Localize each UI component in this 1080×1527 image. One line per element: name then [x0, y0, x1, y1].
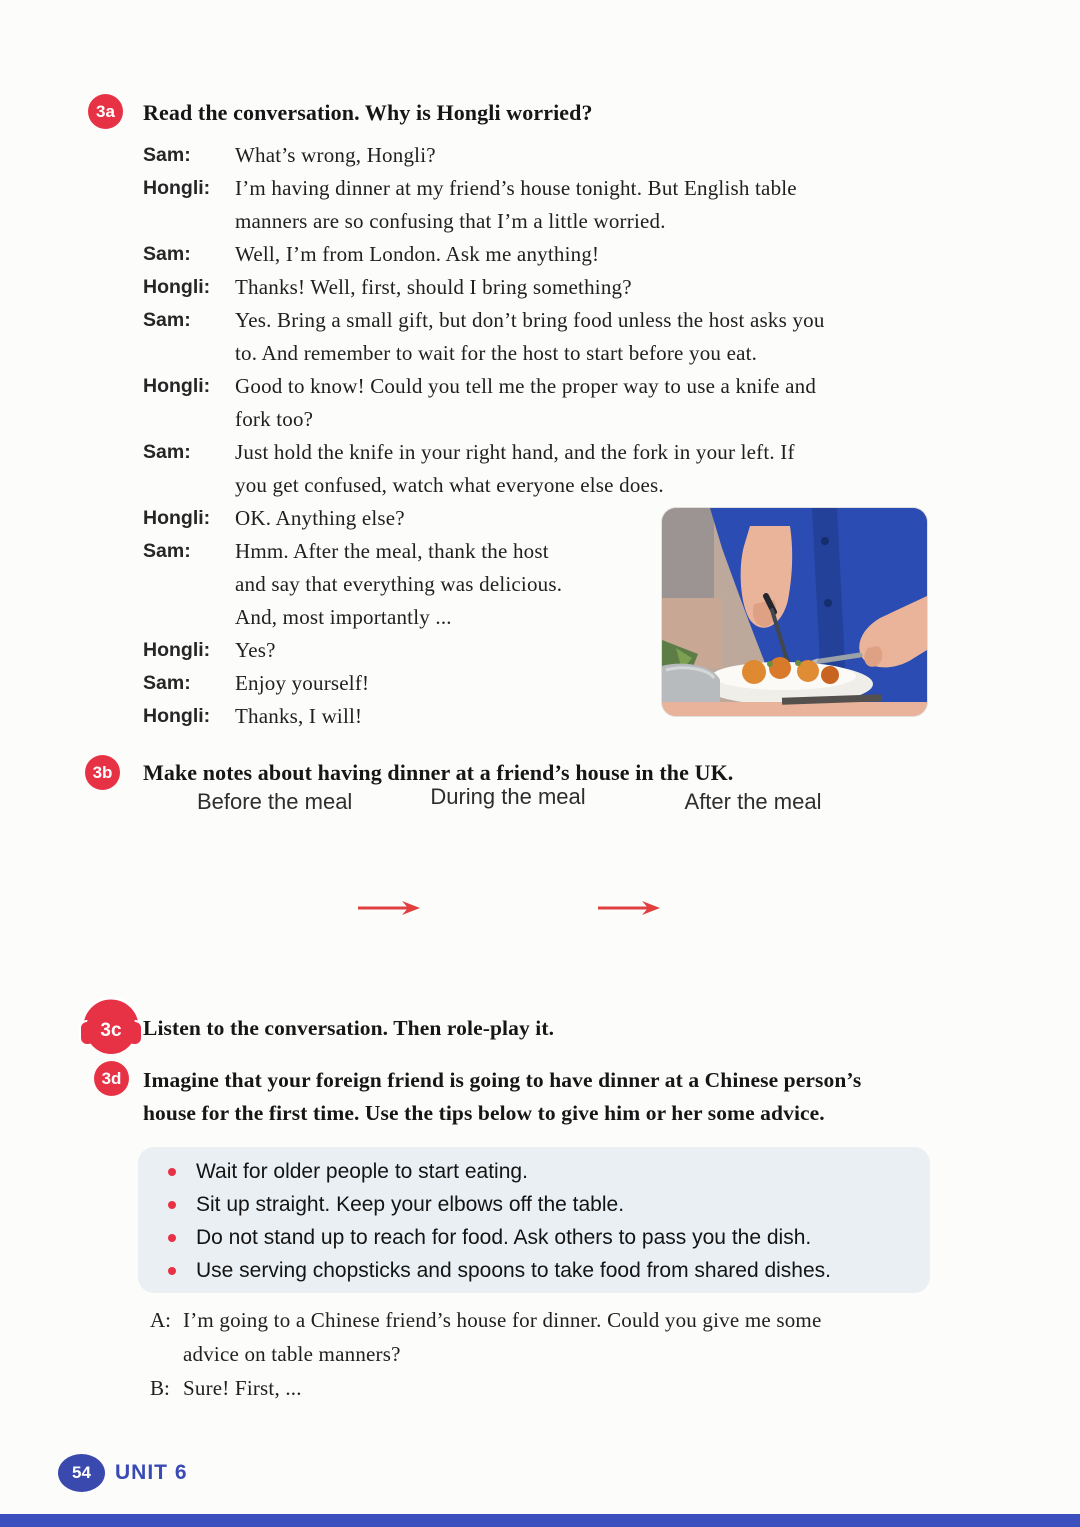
practice-speaker: B:	[150, 1376, 170, 1400]
dialogue-line: manners are so confusing that I’m a little worried.	[235, 209, 666, 233]
dialogue-line: and say that everything was delicious.	[235, 572, 563, 596]
dialogue-lines	[235, 634, 276, 667]
dialogue-line: to. And remember to wait for the host to start before you eat.	[235, 341, 758, 365]
dialogue-speaker: Hongli:	[143, 375, 211, 397]
bullet-icon	[168, 1201, 176, 1209]
dialogue-lines	[235, 271, 632, 304]
dialogue-speaker: Hongli:	[143, 639, 211, 661]
dialogue-line: Thanks! Well, first, should I bring something?	[235, 275, 632, 299]
dialogue-speaker: Hongli:	[143, 177, 211, 199]
column-header-during-meal: During the meal	[430, 784, 586, 809]
dialogue-speaker: Hongli:	[143, 276, 211, 298]
page-number-badge: 54	[58, 1454, 105, 1492]
section-3d-title-line1: Imagine that your foreign friend is going to have dinner at a Chinese person’s	[143, 1068, 862, 1092]
tip-item	[138, 1155, 930, 1188]
arrow-right-icon	[596, 898, 662, 918]
section-3a-title: Read the conversation. Why is Hongli worried?	[143, 100, 593, 125]
dialogue-row	[143, 436, 943, 502]
dialogue-lines	[235, 304, 825, 370]
dialogue-lines	[235, 700, 362, 733]
dialogue-speaker: Hongli:	[143, 507, 211, 529]
practice-dialogue	[150, 1303, 970, 1405]
section-3b-title: Make notes about having dinner at a friend’s house in the UK.	[143, 760, 734, 785]
dialogue-lines	[235, 172, 797, 238]
dialogue-line: Good to know! Could you tell me the proper way to use a knife and	[235, 374, 817, 398]
dialogue-lines	[235, 370, 816, 436]
tip-item	[138, 1221, 930, 1254]
bottom-accent-bar	[0, 1514, 1080, 1527]
tip-text: Sit up straight. Keep your elbows off the table.	[196, 1193, 625, 1216]
dialogue-speaker: Sam:	[143, 540, 191, 562]
tip-text: Do not stand up to reach for food. Ask others to pass you the dish.	[196, 1226, 812, 1249]
tips-list	[138, 1147, 930, 1287]
practice-line: Sure! First, ...	[183, 1376, 302, 1400]
dialogue-row	[143, 139, 943, 172]
dialogue-line: Hmm. After the meal, thank the host	[235, 539, 549, 563]
dialogue-line: Yes. Bring a small gift, but don’t bring food unless the host asks you	[235, 308, 825, 332]
dialogue-speaker: Sam:	[143, 672, 191, 694]
dialogue-row	[143, 271, 943, 304]
dinner-photo	[662, 508, 927, 716]
dialogue-lines	[235, 436, 795, 502]
tip-text: Use serving chopsticks and spoons to take food from shared dishes.	[196, 1259, 832, 1282]
dialogue-lines	[235, 139, 436, 172]
dialogue-speaker: Hongli:	[143, 705, 211, 727]
dialogue-line: Thanks, I will!	[235, 704, 363, 728]
dialogue-line: you get confused, watch what everyone else does.	[235, 473, 664, 497]
headphones-icon	[79, 991, 143, 1059]
dialogue-line: I’m having dinner at my friend’s house tonight. But English table	[235, 176, 797, 200]
section-3c-title: Listen to the conversation. Then role-play it.	[143, 1016, 555, 1040]
column-header-after-meal: After the meal	[684, 789, 822, 814]
section-3d-title	[143, 1064, 861, 1130]
dialogue-row	[143, 370, 943, 436]
dialogue-line: Enjoy yourself!	[235, 671, 370, 695]
tip-text: Wait for older people to start eating.	[196, 1160, 528, 1183]
dialogue-line: And, most importantly ...	[235, 605, 452, 629]
tips-box	[138, 1147, 930, 1293]
dialogue-line: Well, I’m from London. Ask me anything!	[235, 242, 600, 266]
dialogue-lines	[235, 238, 599, 271]
tip-item	[138, 1188, 930, 1221]
dialogue-line: What’s wrong, Hongli?	[235, 143, 436, 167]
dialogue-speaker: Sam:	[143, 144, 191, 166]
dialogue-lines	[235, 667, 369, 700]
practice-line: I’m going to a Chinese friend’s house for dinner. Could you give me some	[183, 1308, 822, 1332]
practice-lines	[183, 1371, 302, 1405]
dinner-photo-illustration	[662, 508, 927, 716]
bullet-icon	[168, 1234, 176, 1242]
activity-badge-3b: 3b	[85, 755, 120, 790]
dialogue-lines	[235, 502, 405, 535]
dialogue-speaker: Sam:	[143, 441, 191, 463]
dialogue-line: Yes?	[235, 638, 276, 662]
section-3d-title-line2: house for the first time. Use the tips below to give him or her some advice.	[143, 1101, 825, 1125]
practice-line: advice on table manners?	[183, 1342, 401, 1366]
dialogue-row	[143, 238, 943, 271]
practice-row	[150, 1371, 970, 1405]
dialogue-line: fork too?	[235, 407, 314, 431]
dialogue-row	[143, 304, 943, 370]
practice-row	[150, 1303, 970, 1371]
dialogue-line: Just hold the knife in your right hand, and the fork in your left. If	[235, 440, 795, 464]
unit-label: UNIT 6	[115, 1461, 188, 1484]
dialogue-row	[143, 172, 943, 238]
practice-speaker: A:	[150, 1308, 171, 1332]
dialogue-line: OK. Anything else?	[235, 506, 405, 530]
dialogue-speaker: Sam:	[143, 309, 191, 331]
column-header-before-meal: Before the meal	[197, 789, 353, 814]
tip-item	[138, 1254, 930, 1287]
bullet-icon	[168, 1168, 176, 1176]
activity-badge-3a: 3a	[88, 94, 123, 129]
practice-lines	[183, 1303, 821, 1371]
dialogue-lines	[235, 535, 562, 634]
activity-badge-3c: 3c	[100, 1020, 122, 1041]
dialogue-speaker: Sam:	[143, 243, 191, 265]
activity-badge-3d: 3d	[94, 1061, 129, 1096]
bullet-icon	[168, 1267, 176, 1275]
arrow-right-icon	[356, 898, 422, 918]
